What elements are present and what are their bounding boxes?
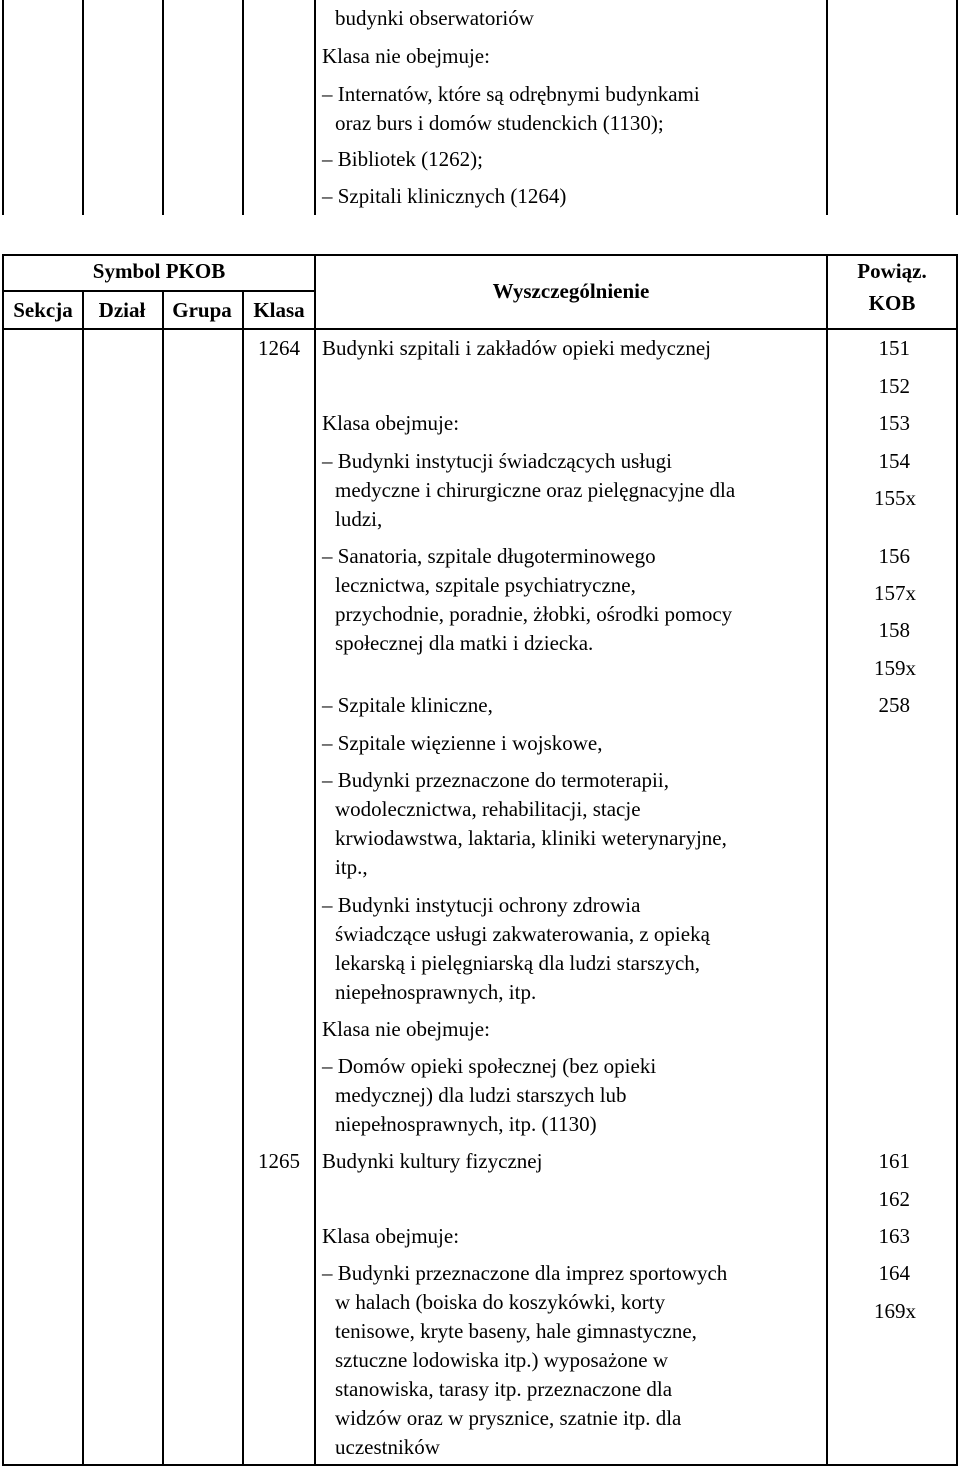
header-dzial: Dział (98, 298, 146, 322)
col-line-left (2, 254, 4, 1466)
kob-code: 154 (878, 449, 910, 473)
desc-line: widzów oraz w prysznice, szatnie itp. dla (335, 1406, 682, 1430)
col-line-klasa (314, 254, 316, 1466)
desc-line: – Budynki instytucji ochrony zdrowia (322, 893, 641, 917)
desc-line: w halach (boiska do koszykówki, korty (335, 1290, 666, 1314)
class-title-1264: Budynki szpitali i zakładów opieki medycznej (322, 336, 711, 360)
desc-line: przychodnie, poradnie, żłobki, ośrodki pomocy (335, 602, 733, 626)
desc-line: niepełnosprawnych, itp. (335, 980, 537, 1004)
top-col-line-7 (956, 0, 958, 215)
desc-line: – Szpitale kliniczne, (322, 693, 493, 717)
table-bottom-border (2, 1464, 958, 1466)
desc-line: medyczne i chirurgiczne oraz pielęgnacyjne dla (335, 478, 736, 502)
col-line-grupa (242, 290, 244, 1466)
desc-line: ludzi, (335, 507, 383, 531)
class-title-1265: Budynki kultury fizycznej (322, 1149, 543, 1173)
desc-line: stanowiska, tarasy itp. przeznaczone dla (335, 1377, 673, 1401)
klasa-code-1265: 1265 (258, 1149, 300, 1173)
kob-code: 153 (878, 411, 910, 435)
top-line: oraz burs i domów studenckich (1130); (335, 111, 664, 135)
top-col-line-1 (2, 0, 4, 215)
desc-line: – Budynki przeznaczone dla imprez sportowych (322, 1261, 728, 1285)
top-col-line-2 (82, 0, 84, 215)
top-line: budynki obserwatoriów (335, 6, 534, 30)
symbol-pkob-underline (2, 290, 316, 292)
desc-line: świadczące usługi zakwaterowania, z opieką (335, 922, 710, 946)
header-grupa: Grupa (172, 298, 232, 322)
desc-line: lecznictwa, szpitale psychiatryczne, (335, 573, 636, 597)
top-col-line-3 (162, 0, 164, 215)
top-line: – Internatów, które są odrębnymi budynkami (322, 82, 700, 106)
desc-line: wodolecznictwa, rehabilitacji, stacje (335, 797, 641, 821)
kob-code: 155x (874, 486, 916, 510)
kob-code: 158 (878, 618, 910, 642)
top-line: Klasa nie obejmuje: (322, 44, 490, 68)
header-wyszczegolnienie: Wyszczególnienie (492, 279, 650, 303)
header-klasa: Klasa (253, 298, 305, 322)
desc-line: – Szpitale więzienne i wojskowe, (322, 731, 603, 755)
desc-line: tenisowe, kryte baseny, hale gimnastyczne, (335, 1319, 697, 1343)
desc-line: społecznej dla matki i dziecka. (335, 631, 594, 655)
header-bottom-border (2, 328, 958, 330)
desc-line: – Budynki instytucji świadczących usługi (322, 449, 672, 473)
desc-line: Klasa nie obejmuje: (322, 1017, 490, 1041)
desc-line: Klasa obejmuje: (322, 1224, 460, 1248)
top-line: – Bibliotek (1262); (322, 147, 483, 171)
top-col-line-6 (826, 0, 828, 215)
header-kob: KOB (868, 291, 916, 315)
kob-code: 258 (878, 693, 910, 717)
desc-line: – Domów opieki społecznej (bez opieki (322, 1054, 657, 1078)
kob-code: 169x (874, 1299, 916, 1323)
desc-line: medycznej) dla ludzi starszych lub (335, 1083, 627, 1107)
kob-code: 151 (878, 336, 910, 360)
desc-line: uczestników (335, 1435, 440, 1459)
col-line-dzial (162, 290, 164, 1466)
desc-line: lekarską i pielęgniarską dla ludzi starszych, (335, 951, 701, 975)
kob-code: 156 (878, 544, 910, 568)
kob-code: 161 (878, 1149, 910, 1173)
desc-line: niepełnosprawnych, itp. (1130) (335, 1112, 597, 1136)
table-top-border (2, 254, 958, 256)
header-sekcja: Sekcja (13, 298, 73, 322)
kob-code: 162 (878, 1187, 910, 1211)
header-powiaz: Powiąz. (857, 259, 927, 283)
kob-code: 163 (878, 1224, 910, 1248)
klasa-code-1264: 1264 (258, 336, 300, 360)
desc-line: Klasa obejmuje: (322, 411, 460, 435)
col-line-right (956, 254, 958, 1466)
desc-line: itp., (335, 855, 368, 879)
desc-line: – Budynki przeznaczone do termoterapii, (322, 768, 669, 792)
top-line: – Szpitali klinicznych (1264) (322, 184, 567, 208)
desc-line: sztuczne lodowiska itp.) wyposażone w (335, 1348, 668, 1372)
kob-code: 164 (878, 1261, 910, 1285)
desc-line: krwiodawstwa, laktaria, kliniki weterynaryjne, (335, 826, 727, 850)
header-symbol-pkob: Symbol PKOB (92, 259, 226, 283)
kob-code: 157x (874, 581, 916, 605)
top-col-line-5 (314, 0, 316, 215)
col-line-sekcja (82, 290, 84, 1466)
desc-line: – Sanatoria, szpitale długoterminowego (322, 544, 656, 568)
kob-code: 159x (874, 656, 916, 680)
top-col-line-4 (242, 0, 244, 215)
kob-code: 152 (878, 374, 910, 398)
